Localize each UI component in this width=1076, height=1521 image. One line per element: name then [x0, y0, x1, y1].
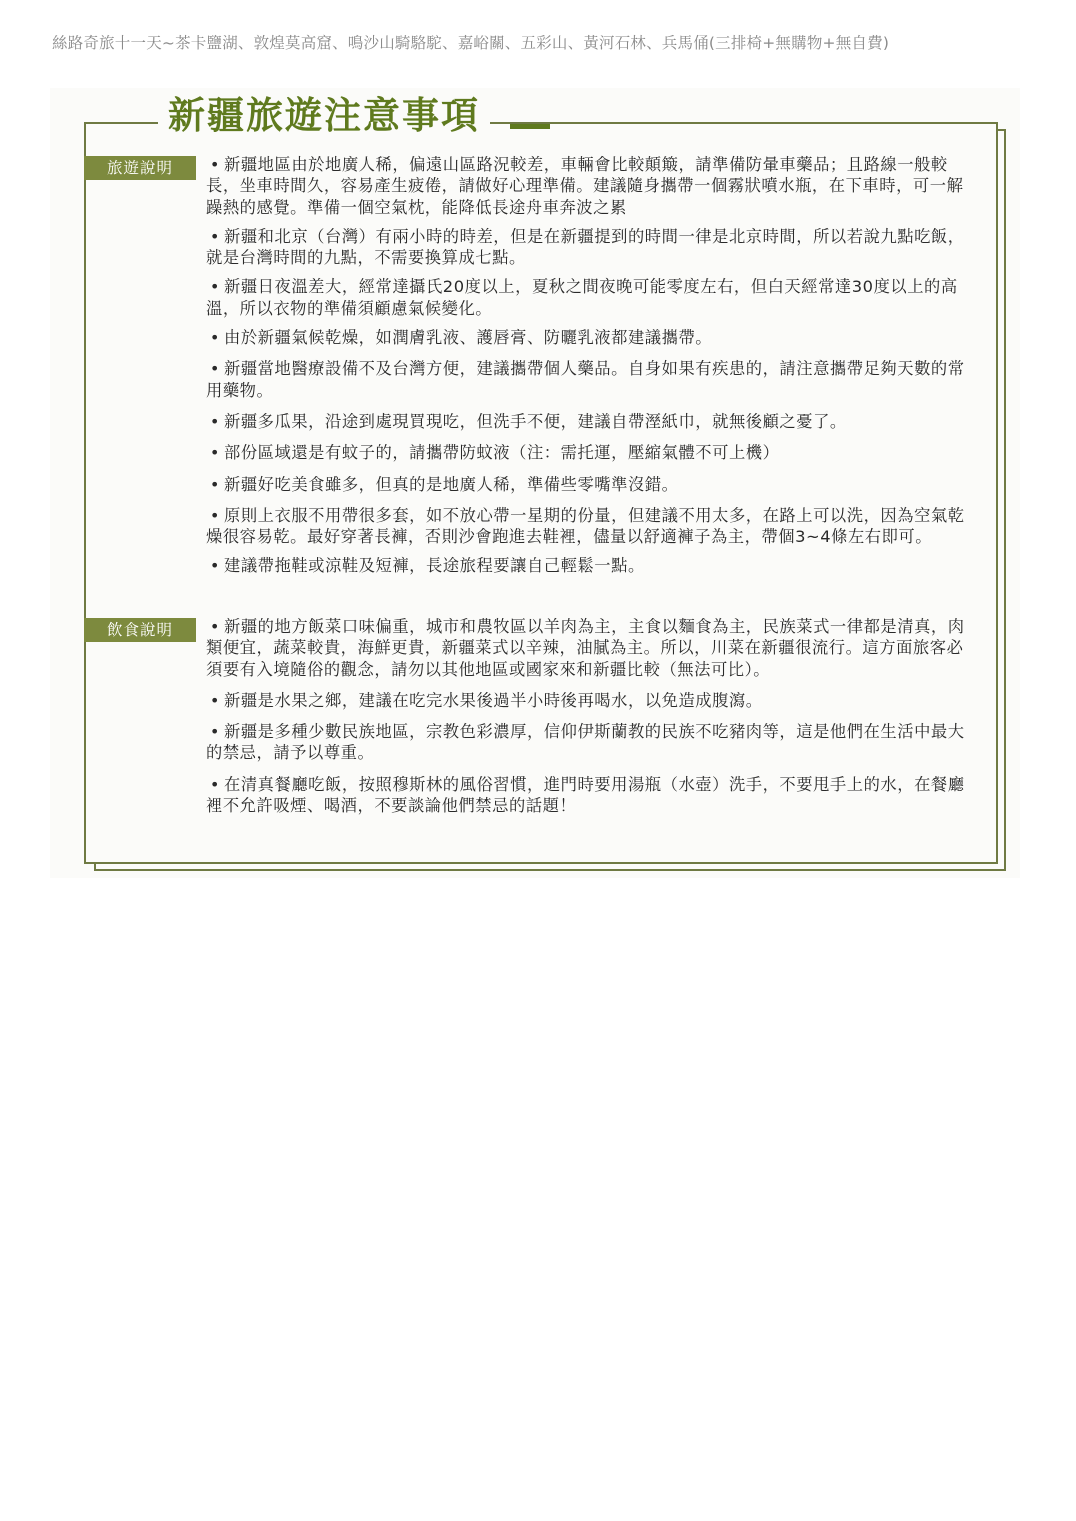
list-item: • 新疆和北京（台灣）有兩小時的時差，但是在新疆提到的時間一律是北京時間，所以若說九點吃飯，就是台灣時間的九點，不需要換算成七點。	[206, 226, 965, 268]
list-item: • 新疆當地醫療設備不及台灣方便，建議攜帶個人藥品。自身如果有疾患的，請注意攜帶足夠天數的常用藥物。	[206, 359, 965, 400]
notice-image	[50, 88, 1020, 878]
bullet-icon: •	[209, 226, 221, 246]
list-item: • 新疆好吃美食雖多，但真的是地廣人稀，準備些零嘴準沒錯。	[206, 474, 976, 495]
bullet-icon: •	[209, 359, 221, 379]
bullet-icon: •	[209, 443, 221, 463]
list-item: • 建議帶拖鞋或涼鞋及短褲，長途旅程要讓自己輕鬆一點。	[206, 555, 976, 576]
bullet-icon: •	[209, 505, 221, 525]
bullet-icon: •	[209, 774, 221, 794]
list-item: • 新疆地區由於地廣人稀，偏遠山區路況較差，車輛會比較顛簸，請準備防暈車藥品；且路線一般較長，坐車時間久，容易產生疲倦，請做好心理準備。建議隨身攜帶一個霧狀噴水瓶，在下車時，可一解躁熱的感覺。準備一個空氣枕，能降低長途舟車奔波之累	[206, 155, 964, 217]
bullet-icon: •	[209, 277, 221, 297]
list-item: • 部份區域還是有蚊子的，請攜帶防蚊液（注：需托運，壓縮氣體不可上機）	[206, 442, 976, 463]
bullet-icon: •	[209, 556, 221, 576]
list-item: • 新疆是多種少數民族地區，宗教色彩濃厚，信仰伊斯蘭教的民族不吃豬肉等，這是他們在生活中最大的禁忌，請予以尊重。	[206, 722, 965, 763]
page-caption: 絲路奇旅十一天~茶卡鹽湖、敦煌莫高窟、鳴沙山騎駱駝、嘉峪關、五彩山、黃河石林、兵馬俑(三排椅+無購物+無自費)	[52, 34, 890, 52]
bullet-icon: •	[209, 690, 221, 710]
list-item: • 新疆的地方飯菜口味偏重，城市和農牧區以羊肉為主，主食以麵食為主，民族菜式一律都是清真，肉類便宜，蔬菜較貴，海鮮更貴，新疆菜式以辛辣，油膩為主。所以，川菜在新疆很流行。這方面旅客必須要有入境隨俗的觀念，請勿以其他地區或國家來和新疆比較（無法可比）。	[206, 617, 965, 679]
section-label-dining: 飲食說明	[84, 618, 196, 642]
list-item: • 新疆日夜溫差大，經常達攝氏20度以上，夏秋之間夜晚可能零度左右，但白天經常達30度以上的高溫，所以衣物的準備須顧慮氣候變化。	[206, 277, 958, 318]
list-item: • 原則上衣服不用帶很多套，如不放心帶一星期的份量，但建議不用太多，在路上可以洗，因為空氣乾燥很容易乾。最好穿著長褲，否則沙會跑進去鞋裡，儘量以舒適褲子為主，帶個3~4條左右即可。	[206, 505, 965, 547]
bullet-icon: •	[209, 155, 221, 174]
section-travel-items	[206, 154, 976, 577]
notice-title: 新疆旅遊注意事項	[158, 92, 490, 140]
title-dash-decoration	[510, 124, 550, 129]
bullet-icon: •	[209, 411, 221, 431]
list-item: • 在清真餐廳吃飯，按照穆斯林的風俗習慣，進門時要用湯瓶（水壺）洗手，不要甩手上的水，在餐廳裡不允許吸煙、喝酒，不要談論他們禁忌的話題！	[206, 774, 965, 816]
bullet-icon: •	[209, 328, 221, 348]
section-dining-items	[206, 616, 976, 816]
list-item: • 新疆是水果之鄉，建議在吃完水果後過半小時後再喝水，以免造成腹瀉。	[206, 690, 976, 711]
list-item: • 由於新疆氣候乾燥，如潤膚乳液、護唇膏、防曬乳液都建議攜帶。	[206, 327, 976, 348]
bullet-icon: •	[209, 722, 221, 742]
bullet-icon: •	[209, 617, 221, 636]
bullet-icon: •	[209, 474, 221, 494]
list-item: • 新疆多瓜果，沿途到處現買現吃，但洗手不便，建議自帶溼紙巾，就無後顧之憂了。	[206, 411, 976, 432]
section-label-travel: 旅遊說明	[84, 156, 196, 180]
